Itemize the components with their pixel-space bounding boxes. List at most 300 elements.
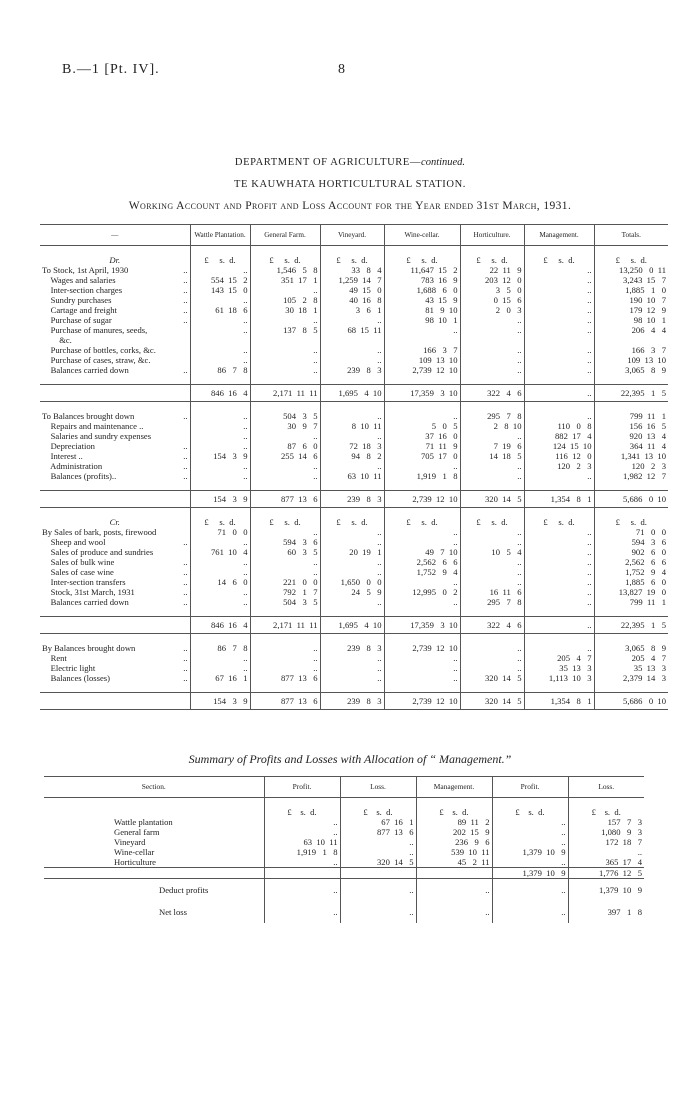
spacer-cell <box>340 798 416 808</box>
spacer-cell <box>264 798 340 808</box>
row-label-text: Purchase of manures, seeds, <box>42 325 148 335</box>
spacer-cell <box>524 607 594 617</box>
row-label-cell <box>40 365 190 375</box>
value-cell: 1,982 12 7 <box>594 471 668 481</box>
value-cell: 221 0 0 <box>250 577 320 587</box>
table-row <box>40 653 668 663</box>
leader-dots: .. <box>183 305 188 315</box>
value-cell: .. <box>524 295 594 305</box>
spacer-row <box>40 246 668 256</box>
value-cell: .. <box>384 325 460 335</box>
summary-net-value: .. <box>340 901 416 923</box>
column-header: Wine-cellar. <box>384 225 460 246</box>
value-cell: 1,113 10 3 <box>524 673 594 683</box>
row-label <box>42 305 188 315</box>
value-cell: 14 18 5 <box>460 451 524 461</box>
row-label-cell <box>40 577 190 587</box>
summary-deduct-value: .. <box>416 879 492 901</box>
row-label <box>42 537 188 547</box>
value-cell: .. <box>320 345 384 355</box>
spacer-cell <box>384 481 460 491</box>
row-label-cell <box>40 663 190 673</box>
spacer-cell <box>250 375 320 385</box>
side-label: Cr. <box>109 517 120 527</box>
value-cell: 137 8 5 <box>250 325 320 335</box>
value-cell: 166 3 7 <box>594 345 668 355</box>
value-cell: 255 14 6 <box>250 451 320 461</box>
row-label <box>42 673 188 683</box>
value-cell: 351 17 1 <box>250 275 320 285</box>
spacer-cell <box>190 508 250 518</box>
table-row <box>40 577 668 587</box>
value-cell: .. <box>190 461 250 471</box>
leader-dots: .. <box>183 315 188 325</box>
summary-section-label: Wine-cellar <box>114 847 155 857</box>
summary-value: .. <box>492 817 568 827</box>
row-label <box>42 527 188 537</box>
table-row <box>40 587 668 597</box>
value-cell <box>594 335 668 345</box>
spacer-cell <box>40 375 190 385</box>
row-label-text: Stock, 31st March, 1931 <box>42 587 135 597</box>
row-label-text: By Balances brought down <box>42 643 136 653</box>
currency-units: £ s. d. <box>492 807 568 817</box>
value-cell: 1,919 1 8 <box>384 471 460 481</box>
row-label-cell <box>40 355 190 365</box>
value-cell: .. <box>320 355 384 365</box>
summary-value: 89 11 2 <box>416 817 492 827</box>
value-cell: 37 16 0 <box>384 431 460 441</box>
value-cell: .. <box>190 265 250 275</box>
row-label <box>42 643 188 653</box>
value-cell: 30 18 1 <box>250 305 320 315</box>
row-label-text: Balances carried down <box>42 597 129 607</box>
table-row <box>40 567 668 577</box>
row-label-cell <box>40 285 190 295</box>
row-label <box>42 355 188 365</box>
leader-dots: .. <box>183 587 188 597</box>
value-cell: .. <box>524 557 594 567</box>
currency-units: £ s. d. <box>460 517 524 527</box>
table-row <box>40 295 668 305</box>
table-row <box>40 471 668 481</box>
row-label-cell <box>40 527 190 537</box>
summary-deduct-value: 1,379 10 9 <box>568 879 644 901</box>
row-label-cell <box>40 345 190 355</box>
table-row <box>40 265 668 275</box>
total-cell: 846 16 4 <box>190 617 250 634</box>
value-cell: 24 5 9 <box>320 587 384 597</box>
value-cell: 3,243 15 7 <box>594 275 668 285</box>
value-cell: 35 13 3 <box>524 663 594 673</box>
side-label-cell <box>40 255 190 265</box>
total-cell: 2,171 11 11 <box>250 385 320 402</box>
currency-units: £ s. d. <box>320 255 384 265</box>
currency-units: £ s. d. <box>524 517 594 527</box>
summary-subtotal-cell <box>340 868 416 879</box>
leader-dots: .. <box>183 295 188 305</box>
row-label-text: Sales of case wine <box>42 567 114 577</box>
row-label-text: Inter-section transfers <box>42 577 126 587</box>
row-label-cell <box>40 315 190 325</box>
summary-net-row <box>44 901 644 923</box>
spacer-cell <box>524 246 594 256</box>
row-label-cell <box>40 421 190 431</box>
value-cell: 2,562 6 6 <box>384 557 460 567</box>
row-label-cell <box>40 557 190 567</box>
spacer-cell <box>460 402 524 412</box>
row-label-text: &c. <box>42 335 72 345</box>
row-label-text: Purchase of cases, straw, &c. <box>42 355 151 365</box>
value-cell: 1,688 6 0 <box>384 285 460 295</box>
value-cell: .. <box>190 355 250 365</box>
row-label <box>42 325 188 335</box>
spacer-cell <box>460 246 524 256</box>
spacer-cell <box>250 683 320 693</box>
leader-dots: .. <box>183 461 188 471</box>
column-header: Vineyard. <box>320 225 384 246</box>
spacer-cell <box>320 683 384 693</box>
value-cell: 206 4 4 <box>594 325 668 335</box>
value-cell: 120 2 3 <box>594 461 668 471</box>
summary-value: .. <box>340 847 416 857</box>
leader-dots: .. <box>183 365 188 375</box>
table-row <box>40 325 668 335</box>
value-cell: 61 18 6 <box>190 305 250 315</box>
summary-value: 1,919 1 8 <box>264 847 340 857</box>
row-label-text: Interest .. <box>42 451 83 461</box>
currency-units: £ s. d. <box>460 255 524 265</box>
summary-deduct-value: .. <box>340 879 416 901</box>
row-label-text: Cartage and freight <box>42 305 117 315</box>
row-label-cell <box>40 471 190 481</box>
value-cell: 60 3 5 <box>250 547 320 557</box>
column-header: Wattle Plantation. <box>190 225 250 246</box>
spacer-cell <box>250 481 320 491</box>
summary-subtotal-row <box>44 868 644 879</box>
value-cell: .. <box>320 527 384 537</box>
row-label-text: Inter-section charges <box>42 285 123 295</box>
row-label <box>42 295 188 305</box>
summary-value: .. <box>340 837 416 847</box>
value-cell: 109 13 10 <box>384 355 460 365</box>
value-cell: .. <box>190 431 250 441</box>
summary-value: .. <box>264 817 340 827</box>
leader-dots: .. <box>183 643 188 653</box>
value-cell: .. <box>524 411 594 421</box>
total-cell: 2,739 12 10 <box>384 693 460 710</box>
value-cell: 166 3 7 <box>384 345 460 355</box>
summary-row <box>44 857 644 868</box>
value-cell: .. <box>190 653 250 663</box>
value-cell: 239 8 3 <box>320 365 384 375</box>
total-cell: 154 3 9 <box>190 491 250 508</box>
summary-net-value: 397 1 8 <box>568 901 644 923</box>
row-label-cell <box>40 597 190 607</box>
table-row <box>40 305 668 315</box>
value-cell: .. <box>384 411 460 421</box>
spacer-cell <box>320 481 384 491</box>
value-cell <box>524 335 594 345</box>
currency-units: £ s. d. <box>340 807 416 817</box>
currency-units: £ s. d. <box>594 517 668 527</box>
value-cell: 67 16 1 <box>190 673 250 683</box>
currency-units: £ s. d. <box>416 807 492 817</box>
table-row <box>40 345 668 355</box>
summary-deduct-row <box>44 879 644 901</box>
summary-value: 1,080 9 3 <box>568 827 644 837</box>
spacer-cell <box>250 246 320 256</box>
spacer-cell <box>460 683 524 693</box>
value-cell: 124 15 10 <box>524 441 594 451</box>
table-row <box>40 421 668 431</box>
summary-value: .. <box>568 847 644 857</box>
row-label <box>42 365 188 375</box>
value-cell: .. <box>320 315 384 325</box>
row-label <box>42 421 188 431</box>
total-cell: 322 4 6 <box>460 385 524 402</box>
summary-column-header: Profit. <box>492 777 568 798</box>
spacer-cell <box>594 246 668 256</box>
value-cell: .. <box>524 537 594 547</box>
summary-column-header: Management. <box>416 777 492 798</box>
value-cell: .. <box>384 597 460 607</box>
value-cell: .. <box>190 315 250 325</box>
spacer-row <box>40 634 668 644</box>
value-cell: 1,752 9 4 <box>594 567 668 577</box>
leader-dots: .. <box>183 577 188 587</box>
value-cell: .. <box>460 577 524 587</box>
value-cell: 295 7 8 <box>460 411 524 421</box>
value-cell <box>320 335 384 345</box>
value-cell: .. <box>190 441 250 451</box>
value-cell: 2,379 14 3 <box>594 673 668 683</box>
value-cell: 1,341 13 10 <box>594 451 668 461</box>
spacer-row <box>40 375 668 385</box>
summary-section-label: General farm <box>114 827 160 837</box>
value-cell: 3,065 8 9 <box>594 365 668 375</box>
value-cell: 30 9 7 <box>250 421 320 431</box>
spacer-cell <box>384 246 460 256</box>
summary-deduct-label: Deduct profits <box>159 884 209 895</box>
value-cell: 22 11 9 <box>460 265 524 275</box>
row-label-cell <box>40 537 190 547</box>
spacer-cell <box>460 634 524 644</box>
row-label-text: To Balances brought down <box>42 411 135 421</box>
total-row <box>40 491 668 508</box>
row-label-text: Purchase of bottles, corks, &c. <box>42 345 156 355</box>
table-row <box>40 285 668 295</box>
value-cell: 2,739 12 10 <box>384 643 460 653</box>
value-cell: .. <box>460 537 524 547</box>
leader-dots <box>174 335 188 345</box>
table-row <box>40 431 668 441</box>
value-cell: .. <box>460 557 524 567</box>
row-label-text: Sales of produce and sundries <box>42 547 154 557</box>
value-cell: .. <box>524 597 594 607</box>
summary-title: Summary of Profits and Losses with Allocation of “ Management.” <box>188 752 512 766</box>
summary-net-value: .. <box>492 901 568 923</box>
summary-value: 236 9 6 <box>416 837 492 847</box>
table-row <box>40 557 668 567</box>
table-row <box>40 335 668 345</box>
working-account-table <box>40 224 668 710</box>
total-cell: 2,171 11 11 <box>250 617 320 634</box>
value-cell: 1,885 1 0 <box>594 285 668 295</box>
leader-dots: .. <box>183 663 188 673</box>
currency-row <box>40 517 668 527</box>
spacer-cell <box>384 508 460 518</box>
total-cell: 1,695 4 10 <box>320 617 384 634</box>
value-cell: 761 10 4 <box>190 547 250 557</box>
spacer-cell <box>384 375 460 385</box>
leader-dots: .. <box>183 537 188 547</box>
value-cell: .. <box>250 365 320 375</box>
value-cell: 71 0 0 <box>190 527 250 537</box>
leader-dots: .. <box>183 557 188 567</box>
value-cell: 320 14 5 <box>460 673 524 683</box>
value-cell: .. <box>320 537 384 547</box>
value-cell: 98 10 1 <box>594 315 668 325</box>
value-cell: .. <box>190 471 250 481</box>
spacer-row <box>40 481 668 491</box>
leader-dots <box>174 431 188 441</box>
total-label <box>40 693 190 710</box>
summary-subtotal-cell: 1,379 10 9 <box>492 868 568 879</box>
total-cell: 320 14 5 <box>460 491 524 508</box>
value-cell: .. <box>460 315 524 325</box>
value-cell: .. <box>250 355 320 365</box>
total-cell: 22,395 1 5 <box>594 617 668 634</box>
spacer-cell <box>40 634 190 644</box>
value-cell: .. <box>190 537 250 547</box>
spacer-cell <box>190 683 250 693</box>
total-cell: 1,354 8 1 <box>524 693 594 710</box>
currency-units: £ s. d. <box>320 517 384 527</box>
summary-deduct-value: .. <box>492 879 568 901</box>
spacer-cell <box>594 481 668 491</box>
row-label <box>42 587 188 597</box>
value-cell: 49 15 0 <box>320 285 384 295</box>
summary-value: .. <box>264 857 340 868</box>
value-cell: .. <box>190 421 250 431</box>
row-label-text: Purchase of sugar <box>42 315 112 325</box>
row-label-text: Balances (profits).. <box>42 471 117 481</box>
summary-value: 45 2 11 <box>416 857 492 868</box>
leader-dots: .. <box>183 673 188 683</box>
summary-table <box>44 776 644 923</box>
row-label-text: To Stock, 1st April, 1930 <box>42 265 129 275</box>
summary-column-header: Profit. <box>264 777 340 798</box>
spacer-cell <box>320 246 384 256</box>
currency-units: £ s. d. <box>264 807 340 817</box>
currency-units: £ s. d. <box>250 255 320 265</box>
value-cell: 43 15 9 <box>384 295 460 305</box>
value-cell: .. <box>250 431 320 441</box>
value-cell: 86 7 8 <box>190 643 250 653</box>
value-cell: .. <box>320 673 384 683</box>
value-cell: 1,885 6 0 <box>594 577 668 587</box>
leader-dots: .. <box>183 285 188 295</box>
value-cell: .. <box>320 461 384 471</box>
table-row <box>40 537 668 547</box>
currency-units: £ s. d. <box>250 517 320 527</box>
row-label <box>42 577 188 587</box>
value-cell: .. <box>384 663 460 673</box>
value-cell: 239 8 3 <box>320 643 384 653</box>
account-title: Working Account and Profit and Loss Account for the Year ended 31st March, 1931. <box>128 200 572 212</box>
value-cell: .. <box>460 471 524 481</box>
summary-header-row <box>44 777 644 798</box>
spacer-cell <box>40 246 190 256</box>
summary-subtotal-cell <box>264 868 340 879</box>
table-row <box>40 547 668 557</box>
table-row <box>40 527 668 537</box>
row-label <box>42 547 188 557</box>
station-title: TE KAUWHATA HORTICULTURAL STATION. <box>234 179 466 190</box>
value-cell: 49 7 10 <box>384 547 460 557</box>
column-header: Management. <box>524 225 594 246</box>
row-label-cell <box>40 275 190 285</box>
leader-dots <box>174 547 188 557</box>
value-cell: .. <box>524 325 594 335</box>
value-cell: 3,065 8 9 <box>594 643 668 653</box>
value-cell: 98 10 1 <box>384 315 460 325</box>
value-cell: 33 8 4 <box>320 265 384 275</box>
row-label-text: Electric light <box>42 663 96 673</box>
table-row <box>40 597 668 607</box>
value-cell: .. <box>250 285 320 295</box>
spacer-cell <box>524 402 594 412</box>
row-label <box>42 411 188 421</box>
value-cell <box>384 335 460 345</box>
row-label-cell <box>40 441 190 451</box>
total-cell: 1,695 4 10 <box>320 385 384 402</box>
value-cell: 877 13 6 <box>250 673 320 683</box>
value-cell: 13,250 0 11 <box>594 265 668 275</box>
value-cell: 5 0 5 <box>384 421 460 431</box>
spacer-cell <box>524 508 594 518</box>
table-row <box>40 643 668 653</box>
value-cell: .. <box>460 643 524 653</box>
value-cell: .. <box>460 345 524 355</box>
spacer-cell <box>320 607 384 617</box>
row-label-cell <box>40 461 190 471</box>
summary-row <box>44 847 644 857</box>
total-cell: 239 8 3 <box>320 491 384 508</box>
summary-column-header: Loss. <box>568 777 644 798</box>
value-cell: .. <box>384 577 460 587</box>
spacer-cell <box>190 607 250 617</box>
spacer-cell <box>250 402 320 412</box>
row-label <box>42 345 188 355</box>
value-cell: 87 6 0 <box>250 441 320 451</box>
value-cell: .. <box>250 653 320 663</box>
spacer-row <box>40 607 668 617</box>
row-label <box>42 471 188 481</box>
table-row <box>40 275 668 285</box>
column-header: Totals. <box>594 225 668 246</box>
spacer-row <box>40 402 668 412</box>
spacer-cell <box>524 481 594 491</box>
row-label <box>42 441 188 451</box>
value-cell: .. <box>384 673 460 683</box>
currency-units: £ s. d. <box>568 807 644 817</box>
spacer-row <box>40 683 668 693</box>
spacer-cell <box>524 375 594 385</box>
spacer-cell <box>40 402 190 412</box>
row-label-text: Balances carried down <box>42 365 129 375</box>
